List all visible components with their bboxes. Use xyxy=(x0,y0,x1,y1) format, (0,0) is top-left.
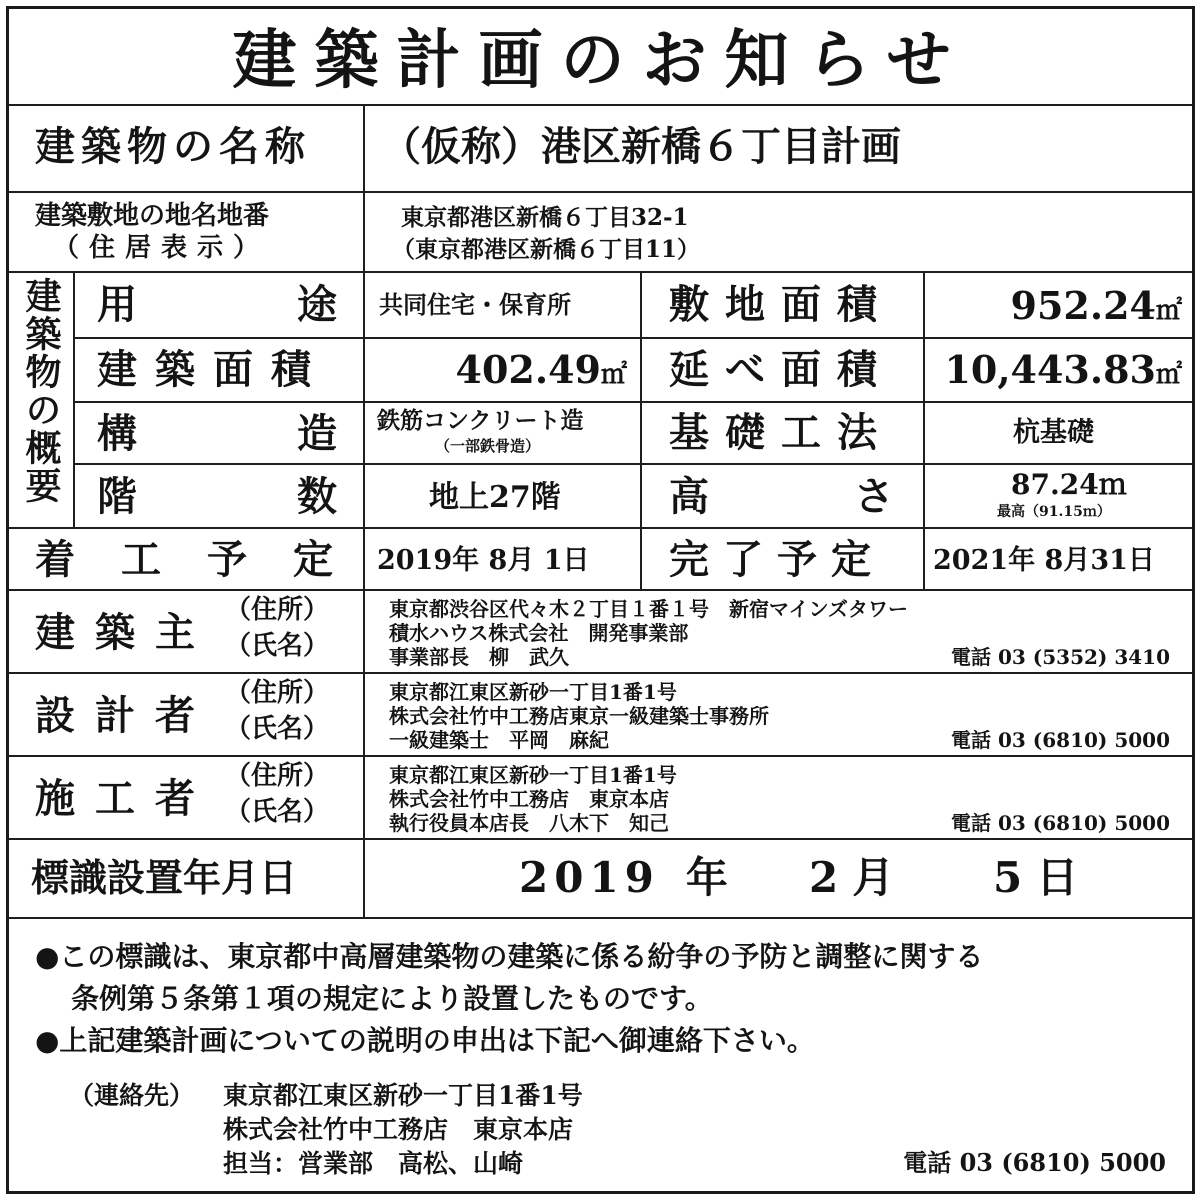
builder-name-tag: （氏名） xyxy=(225,797,330,827)
divider xyxy=(9,589,1192,591)
contact-address: 東京都江東区新砂一丁目1番1号 xyxy=(223,1081,583,1110)
site-label: 建築敷地の地名地番 xyxy=(35,201,270,231)
use-label-b: 途 xyxy=(297,281,337,328)
building-area-label: 建築面積 xyxy=(97,346,329,393)
overview-side-label: 建築物の概要 xyxy=(20,277,62,505)
builder-address: 東京都江東区新砂一丁目1番1号 xyxy=(389,763,677,787)
designer-label: 設計者 xyxy=(35,692,215,739)
floor-area-number: 10,443.83 xyxy=(944,347,1156,392)
owner-label: 建築主 xyxy=(35,609,215,656)
building-area-value xyxy=(455,347,627,392)
construction-notice-sign xyxy=(6,6,1195,1194)
foundation-label: 基礎工法 xyxy=(669,409,893,456)
divider xyxy=(9,838,1192,840)
contact-label: （連絡先） xyxy=(69,1081,195,1110)
height-value: 87.24ｍ xyxy=(1011,468,1127,501)
sign-day: 5 xyxy=(993,853,1023,902)
owner-phone: 電話 03 (5352) 3410 xyxy=(951,645,1170,669)
sign-date-label: 標識設置年月日 xyxy=(31,855,298,900)
owner-company: 積水ハウス株式会社 開発事業部 xyxy=(389,621,689,645)
divider xyxy=(9,755,1192,757)
floors-label xyxy=(97,473,337,520)
builder-person: 執行役員本店長 八木下 知己 xyxy=(389,811,669,835)
building-area-unit: ㎡ xyxy=(600,360,627,390)
site-area-number: 952.24 xyxy=(1010,283,1156,328)
divider xyxy=(9,104,1192,106)
floors-label-a: 階 xyxy=(97,473,137,520)
contact-company: 株式会社竹中工務店 東京本店 xyxy=(223,1115,574,1144)
height-max: 最高（91.15ｍ） xyxy=(997,504,1111,520)
divider xyxy=(9,191,1192,193)
builder-label: 施工者 xyxy=(35,775,215,822)
floor-area-label: 延べ面積 xyxy=(669,346,893,393)
height-label xyxy=(669,473,894,520)
divider xyxy=(73,271,75,527)
use-label xyxy=(97,281,337,328)
contact-person: 担当：営業部 高松、山崎 xyxy=(223,1149,524,1178)
page-title: 建築計画のお知らせ xyxy=(232,23,969,98)
height-label-b: さ xyxy=(854,473,894,520)
ordinance-note-cont: 条例第５条第１項の規定により設置したものです。 xyxy=(71,982,713,1015)
site-address: 東京都港区新橋６丁目32-1 xyxy=(401,204,689,231)
divider xyxy=(73,337,1192,339)
divider xyxy=(640,271,642,589)
sign-year: 2019 xyxy=(519,853,660,902)
owner-person: 事業部長 柳 武久 xyxy=(389,645,569,669)
site-area-label: 敷地面積 xyxy=(669,281,893,328)
sign-year-unit: 年 xyxy=(685,853,728,902)
sign-date-year xyxy=(519,853,728,902)
sign-day-unit: 日 xyxy=(1036,853,1079,902)
start-label xyxy=(35,536,379,583)
builder-address-tag: （住所） xyxy=(225,761,330,791)
start-date: 2019年 8月 1日 xyxy=(377,545,590,576)
designer-address: 東京都江東区新砂一丁目1番1号 xyxy=(389,680,677,704)
ordinance-note: ●この標識は、東京都中高層建築物の建築に係る紛争の予防と調整に関する xyxy=(35,940,984,973)
floors-label-b: 数 xyxy=(297,473,337,520)
structure-value: 鉄筋コンクリート造 xyxy=(377,407,584,434)
divider xyxy=(9,527,1192,529)
site-area-unit: ㎡ xyxy=(1155,296,1182,326)
sign-month: 2 xyxy=(809,853,839,902)
end-date: 2021年 8月31日 xyxy=(933,545,1155,576)
start-label-text: 着工予定 xyxy=(35,536,379,583)
sign-date-day xyxy=(993,853,1079,902)
builder-company: 株式会社竹中工務店 東京本店 xyxy=(389,787,669,811)
site-sublabel: （住居表示） xyxy=(53,233,270,263)
structure-label-b: 造 xyxy=(297,410,337,457)
site-area-value xyxy=(1010,283,1182,328)
building-name-value: （仮称）港区新橋６丁目計画 xyxy=(381,123,901,170)
sign-month-unit: 月 xyxy=(852,853,895,902)
structure-label xyxy=(97,410,337,457)
floor-area-unit: ㎡ xyxy=(1155,360,1182,390)
designer-company: 株式会社竹中工務店東京一級建築士事務所 xyxy=(389,704,769,728)
owner-address-tag: （住所） xyxy=(225,595,330,625)
divider xyxy=(9,672,1192,674)
floors-value: 地上27階 xyxy=(429,480,561,515)
use-label-a: 用 xyxy=(97,281,137,328)
foundation-value: 杭基礎 xyxy=(1013,417,1094,448)
height-label-a: 高 xyxy=(669,473,709,520)
building-name-label: 建築物の名称 xyxy=(35,123,311,170)
contact-phone: 電話 03 (6810) 5000 xyxy=(903,1148,1166,1177)
explanation-note: ●上記建築計画についての説明の申出は下記へ御連絡下さい。 xyxy=(35,1024,815,1057)
structure-label-a: 構 xyxy=(97,410,137,457)
builder-phone: 電話 03 (6810) 5000 xyxy=(951,811,1170,835)
divider xyxy=(9,271,1192,273)
designer-person: 一級建築士 平岡 麻紀 xyxy=(389,728,609,752)
structure-sub: （一部鉄骨造） xyxy=(435,437,541,455)
use-value: 共同住宅・保育所 xyxy=(379,290,571,319)
divider xyxy=(363,104,365,917)
designer-name-tag: （氏名） xyxy=(225,714,330,744)
site-address-display: （東京都港区新橋６丁目11） xyxy=(392,236,701,263)
end-label: 完了予定 xyxy=(669,536,885,583)
designer-address-tag: （住所） xyxy=(225,678,330,708)
owner-address: 東京都渋谷区代々木２丁目１番１号 新宿マインズタワー xyxy=(389,597,908,621)
divider xyxy=(73,463,1192,465)
building-area-number: 402.49 xyxy=(455,347,601,392)
divider xyxy=(9,917,1192,919)
sign-date-month xyxy=(809,853,895,902)
divider xyxy=(923,271,925,589)
owner-name-tag: （氏名） xyxy=(225,631,330,661)
divider xyxy=(73,401,1192,403)
floor-area-value xyxy=(944,347,1182,392)
designer-phone: 電話 03 (6810) 5000 xyxy=(951,728,1170,752)
